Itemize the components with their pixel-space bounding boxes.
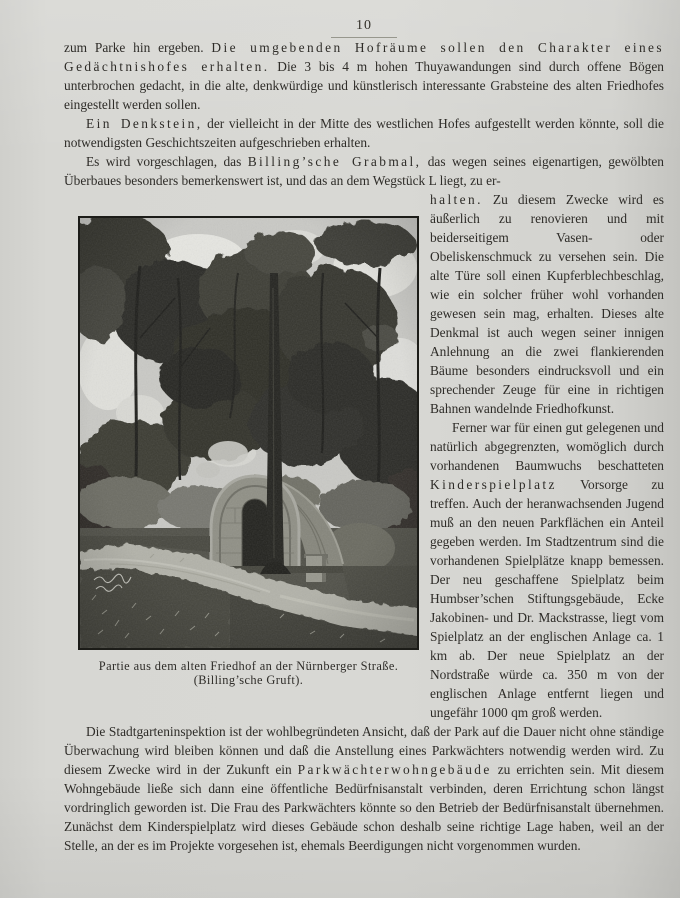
- page-number: 10: [356, 18, 372, 33]
- text-segment: zum Parke hin ergeben.: [64, 40, 212, 55]
- text-segment: Es wird vorgeschlagen, das: [86, 154, 248, 169]
- text-segment: Ferner war für einen gut gelegenen und natürlich abgegrenzten, womöglich durch vorhandenen Baumwuchs beschatteten: [430, 420, 664, 473]
- body-text-block: [64, 38, 664, 855]
- text-segment: das wegen seines eigenartigen, gewölbten Überbaues besonders bemerkenswert ist, und das an dem Wegstück L liegt, zu er-: [64, 154, 665, 188]
- text-segment: Zu diesem Zwecke wird es äußerlich zu renovieren und mit beiderseitigem Vasen- oder Obeliskenschmuck zu versehen sein. Die alte Türe soll einen Kupferblechbeschlag, wie ein solcher früher wohl vorhanden gewesen sein mag, erhalten. Dieses alte Denkmal ist auch wegen seiner innigen Anlehnung an die zwei flankierenden Bäume besonders eindrucksvoll und ein sprechender Zeuge für eine in richtigen Bahnen wandelnde Friedhofkunst.: [430, 192, 664, 416]
- emphasized-spaced-text: halten.: [430, 192, 483, 207]
- paragraph-courtyards: [64, 38, 664, 114]
- paragraph-denkstein: [64, 114, 664, 152]
- cemetery-photograph: [78, 216, 419, 650]
- text-segment: Die 3 bis 4 m hohen Thuyawandungen sind durch offene Bögen unterbrochen gedacht, in die alte, denkwürdige und künstlerisch interessante Grabsteine des alten Friedhofes eingestellt werden sollen.: [64, 59, 664, 112]
- photo-figure: [78, 216, 419, 687]
- paragraph-parkwaechter: [64, 722, 664, 855]
- photo-vignette: [80, 218, 417, 648]
- photo-caption-line1: Partie aus dem alten Friedhof an der Nürnberger Straße.: [98, 659, 399, 673]
- emphasized-spaced-text: Kinderspielplatz: [430, 477, 557, 492]
- emphasized-spaced-text: Billing’sche Grabmal,: [247, 154, 422, 169]
- photo-and-column-flow: [64, 190, 664, 855]
- emphasized-spaced-text: Die umgebenden Hofräume sollen den Charakter eines Gedächtnishofes erhalten.: [64, 40, 664, 74]
- photo-caption-line2: (Billing’sche Gruft).: [193, 673, 304, 687]
- text-segment: der vielleicht in der Mitte des westlichen Hofes aufgestellt werden könnte, soll die notwendigsten Geschichtszeiten aufgeschrieben erhalten.: [64, 116, 664, 150]
- emphasized-spaced-text: Parkwächterwohngebäude: [297, 762, 492, 777]
- text-segment: zu errichten sein. Mit diesem Wohngebäude ließe sich dann eine öffentliche Bedürfnisanstalt verbinden, deren Errichtung schon längst vordringlich geworden ist. Die Frau des Parkwächters könnte so den Betrieb der Bedürfnisanstalt übernehmen. Zunächst dem Kinderspielplatz wird dieses Gebäude schon deshalb seine richtige Lage haben, weil an der Stelle, an der es im Projekte vorgesehen ist, ehemals Beerdigungen nicht vorgenommen wurden.: [64, 762, 665, 853]
- paragraph-grabmal-intro: [64, 152, 664, 190]
- text-segment: Die Stadtgarteninspektion ist der wohlbegründeten Ansicht, daß der Park auf die Dauer nicht ohne ständige Überwachung wird bleiben können und daß die Anstellung eines Parkwächters notwendig werden wird. Zu diesem Zwecke wird in der Zukunft ein: [64, 724, 664, 777]
- emphasized-spaced-text: Ein Denkstein,: [86, 116, 203, 131]
- page-header: [64, 0, 664, 38]
- text-segment: Vorsorge zu treffen. Auch der heranwachsenden Jugend muß an den neuen Parkflächen ein Anteil gegeben werden. Im Stadtzentrum sind die vorhandenen Spielplätze knapp bemessen. Der neu geschaffene Spielplatz beim Humbser’schen Stiftungsgebäude, Ecke Jakobinen- und Dr. Mackstrasse, liegt vom Spielplatz an der englischen Anlage ca. 1 km ab. Der neue Spielplatz an der Nordstraße würde ca. 350 m von der englischen Anlage entfernt liegen und ungefähr 1000 qm groß werden.: [430, 477, 664, 720]
- photo-caption: [78, 659, 419, 687]
- cemetery-photo-illustration: [80, 218, 417, 648]
